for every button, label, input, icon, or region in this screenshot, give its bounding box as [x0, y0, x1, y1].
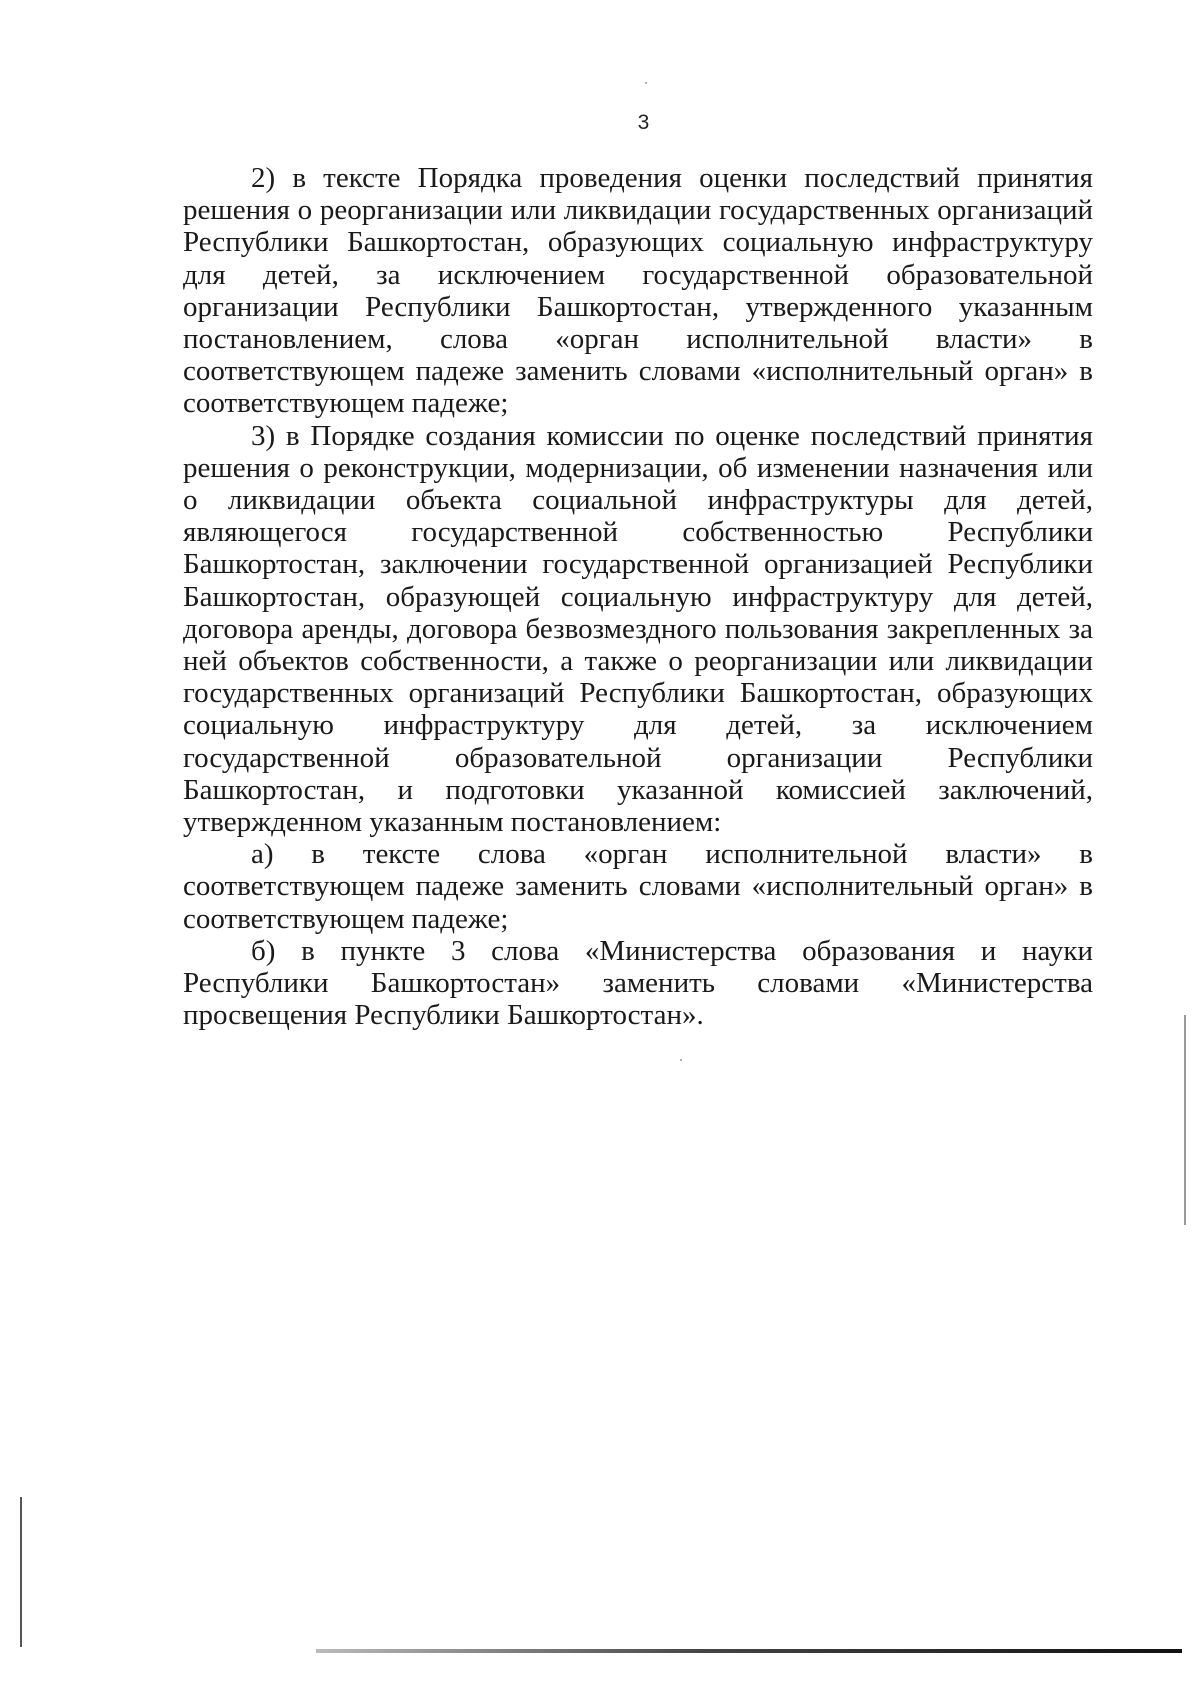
page-number: 3 [637, 111, 650, 134]
paragraph-item-3: 3) в Порядке создания комиссии по оценке последствий принятия решения о реконструкции, модернизации, об изменении назначения или о ликвидации объекта социальной инфраструктуры для детей, являющегося государственной собственностью Республики Башкортостан, заключении государственной организацией Республики Башкортостан, образующей социальную инфраструктуру для детей, договора аренды, договора безвозмездного пользования закрепленных за ней объектов собственности, а также о реорганизации или ликвидации государственных организаций Республики Башкортостан, образующих социальную инфраструктуру для детей, за исключением государственной образовательной организации Республики Башкортостан, и подготовки указанной комиссией заключений, утвержденном указанным постановлением: [183, 419, 1093, 839]
paragraph-item-2: 2) в тексте Порядка проведения оценки последствий принятия решения о реорганизации или ликвидации государственных организаций Республики Башкортостан, образующих социальную инфраструктуру для детей, за исключением государственной образовательной организации Республики Башкортостан, утвержденного указанным постановлением, слова «орган исполнительной власти» в соответствующем падеже заменить словами «исполнительный орган» в соответствующем падеже; [183, 162, 1093, 420]
scan-speck [680, 1059, 682, 1061]
document-body [183, 162, 1093, 1031]
scan-speck [645, 82, 647, 84]
scan-edge-right [1184, 1015, 1186, 1225]
paragraph-subitem-b: б) в пункте 3 слова «Министерства образования и науки Республики Башкортостан» заменить словами «Министерства просвещения Республики Башкортостан». [183, 934, 1093, 1032]
paragraph-subitem-a: а) в тексте слова «орган исполнительной власти» в соответствующем падеже заменить словами «исполнительный орган» в соответствующем падеже; [183, 838, 1093, 935]
scan-edge-bottom [316, 1649, 1182, 1653]
scan-edge-left [20, 1497, 22, 1647]
